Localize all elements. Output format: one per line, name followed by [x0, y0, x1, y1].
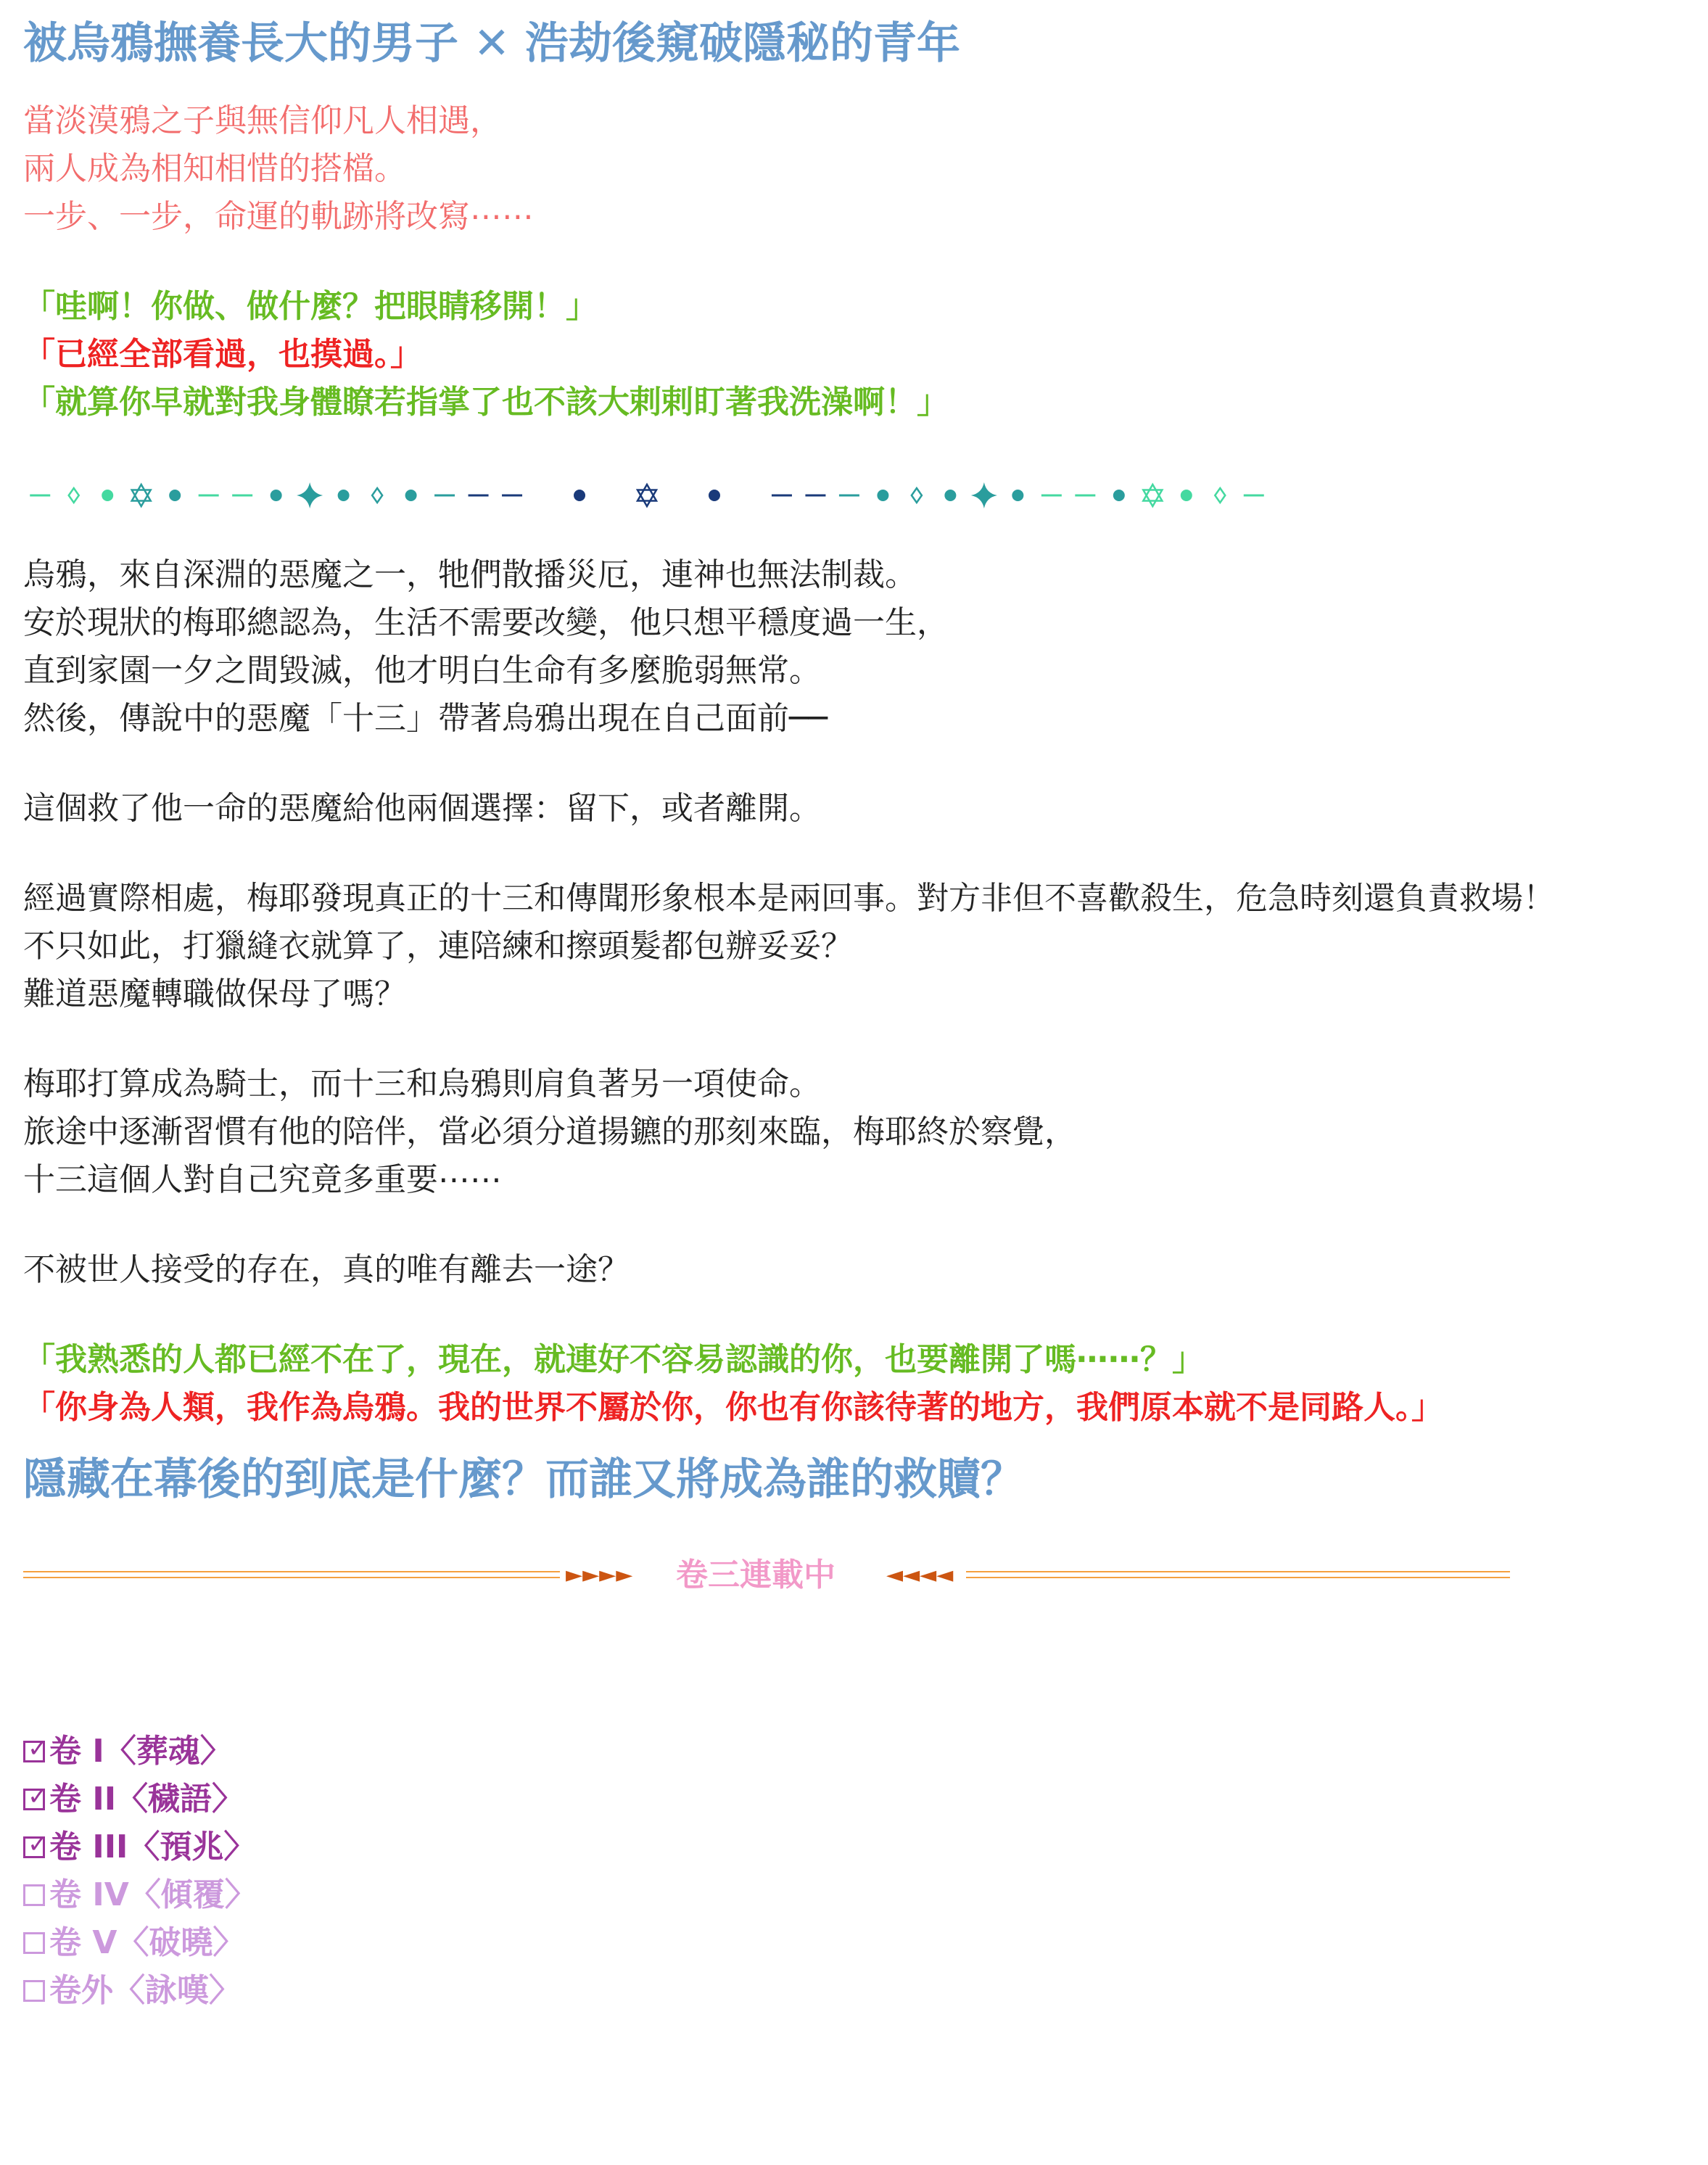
- divider-ornament-icon: [23, 470, 1271, 521]
- banner-line-right: [966, 1571, 1510, 1578]
- volume-item: [23, 1871, 1691, 1919]
- story-line: 然後，傳說中的惡魔「十三」帶著烏鴉出現在自己面前──: [23, 700, 828, 737]
- story-line: 這個救了他一命的惡魔給他兩個選擇：留下，或者離開。: [23, 790, 821, 827]
- dot-ornament: [877, 490, 888, 501]
- story-line: 十三這個人對自己究竟多重要⋯⋯: [23, 1161, 502, 1198]
- story-paragraph: [23, 875, 1691, 1018]
- dialogue-quote: 「我熟悉的人都已經不在了，現在，就連好不容易認識的你，也要離開了嗎⋯⋯？」: [23, 1341, 1204, 1378]
- volume-item: [23, 1823, 1691, 1871]
- diamond-ornament: [372, 488, 382, 503]
- dot-ornament: [1113, 490, 1125, 501]
- page-title: 被烏鴉撫養長大的男子 ✕ 浩劫後窺破隱秘的青年: [23, 18, 961, 69]
- story-line: 安於現狀的梅耶總認為，生活不需要改變，他只想平穩度過一生，: [23, 604, 949, 641]
- story-line: 烏鴉，來自深淵的惡魔之一，牠們散播災厄，連神也無法制裁。: [23, 556, 917, 593]
- volume-checklist: [23, 1728, 1691, 2015]
- dot-ornament: [709, 490, 720, 501]
- sparkle-ornament: [297, 482, 323, 508]
- checked-box-icon: ✓: [23, 1741, 45, 1762]
- dot-ornament: [338, 490, 350, 501]
- volume-item: [23, 1919, 1691, 1967]
- dialogue-block-2: [23, 1336, 1691, 1432]
- dialogue-quote: 「已經全部看過，也摸過。」: [23, 336, 422, 373]
- checked-box-icon: ✓: [23, 1789, 45, 1810]
- hexagram-ornament: [132, 484, 151, 506]
- story-line: 旅途中逐漸習慣有他的陪伴，當必須分道揚鑣的那刻來臨，梅耶終於察覺，: [23, 1113, 1076, 1150]
- serialization-banner: [23, 1554, 1510, 1597]
- dot-ornament: [574, 490, 585, 501]
- volume-label: 卷 III〈預兆〉: [49, 1828, 256, 1865]
- story-line: 難道惡魔轉職做保母了嗎？: [23, 976, 406, 1013]
- intro-block: [23, 97, 1691, 241]
- dialogue-quote: 「就算你早就對我身體瞭若指掌了也不該大剌剌盯著我洗澡啊！」: [23, 384, 949, 421]
- hexagram-ornament: [1143, 484, 1162, 506]
- volume-label: 卷 IV〈傾覆〉: [49, 1876, 257, 1913]
- volume-item: [23, 1776, 1691, 1823]
- dialogue-quote: 「你身為人類，我作為烏鴉。我的世界不屬於你，你也有你該待著的地方，我們原本就不是同路人。」: [23, 1389, 1443, 1426]
- diamond-ornament: [69, 488, 79, 503]
- story-line: 梅耶打算成為騎士，而十三和烏鴉則肩負著另一項使命。: [23, 1065, 821, 1102]
- volume-label: 卷 II〈穢語〉: [49, 1781, 244, 1818]
- hexagram-ornament: [638, 484, 656, 506]
- dot-ornament: [102, 490, 113, 501]
- story-paragraph: [23, 785, 1691, 833]
- dialogue-block-1: [23, 283, 1691, 426]
- checked-box-icon: ✓: [23, 1836, 45, 1858]
- empty-box-icon: [23, 1884, 45, 1906]
- intro-line: 當淡漠鴉之子與無信仰凡人相遇，: [23, 102, 502, 139]
- arrows-right-icon: ►►►►: [566, 1562, 633, 1588]
- story-body: [23, 551, 1691, 1294]
- volume-label: 卷外〈詠嘆〉: [49, 1972, 241, 2009]
- dot-ornament: [169, 490, 181, 501]
- volume-label: 卷 I〈葬魂〉: [49, 1733, 232, 1770]
- banner-line-left: [23, 1571, 560, 1578]
- volume-item: [23, 1728, 1691, 1776]
- volume-item: [23, 1967, 1691, 2015]
- dot-ornament: [1181, 490, 1192, 501]
- dot-ornament: [944, 490, 956, 501]
- dialogue-quote: 「哇啊！你做、做什麼？把眼睛移開！」: [23, 288, 598, 325]
- story-line: 直到家園一夕之間毀滅，他才明白生命有多麼脆弱無常。: [23, 652, 821, 689]
- diamond-ornament: [912, 488, 922, 503]
- closing-question: 隱藏在幕後的到底是什麼？而誰又將成為誰的救贖？: [23, 1454, 1024, 1505]
- intro-line: 兩人成為相知相惜的搭檔。: [23, 150, 406, 187]
- empty-box-icon: [23, 1980, 45, 2002]
- volume-label: 卷 V〈破曉〉: [49, 1924, 245, 1961]
- sparkle-ornament: [971, 482, 997, 508]
- serialization-status: 卷三連載中: [676, 1556, 836, 1593]
- story-line: 不被世人接受的存在，真的唯有離去一途？: [23, 1251, 630, 1288]
- story-line: 不只如此，打獵縫衣就算了，連陪練和擦頭髮都包辦妥妥？: [23, 928, 853, 965]
- story-paragraph: [23, 1246, 1691, 1294]
- intro-line: 一步、一步，命運的軌跡將改寫⋯⋯: [23, 198, 534, 235]
- arrows-left-icon: ◄◄◄◄: [886, 1562, 954, 1588]
- story-line: 經過實際相處，梅耶發現真正的十三和傳聞形象根本是兩回事。對方非但不喜歡殺生，危急時刻還負責救場！: [23, 880, 1555, 917]
- dot-ornament: [405, 490, 417, 501]
- story-paragraph: [23, 551, 1691, 743]
- dot-ornament: [271, 490, 282, 501]
- dot-ornament: [1012, 490, 1023, 501]
- story-paragraph: [23, 1060, 1691, 1204]
- empty-box-icon: [23, 1932, 45, 1954]
- synopsis-page: [23, 15, 1691, 2015]
- ornamental-divider: [23, 470, 1271, 521]
- diamond-ornament: [1215, 488, 1225, 503]
